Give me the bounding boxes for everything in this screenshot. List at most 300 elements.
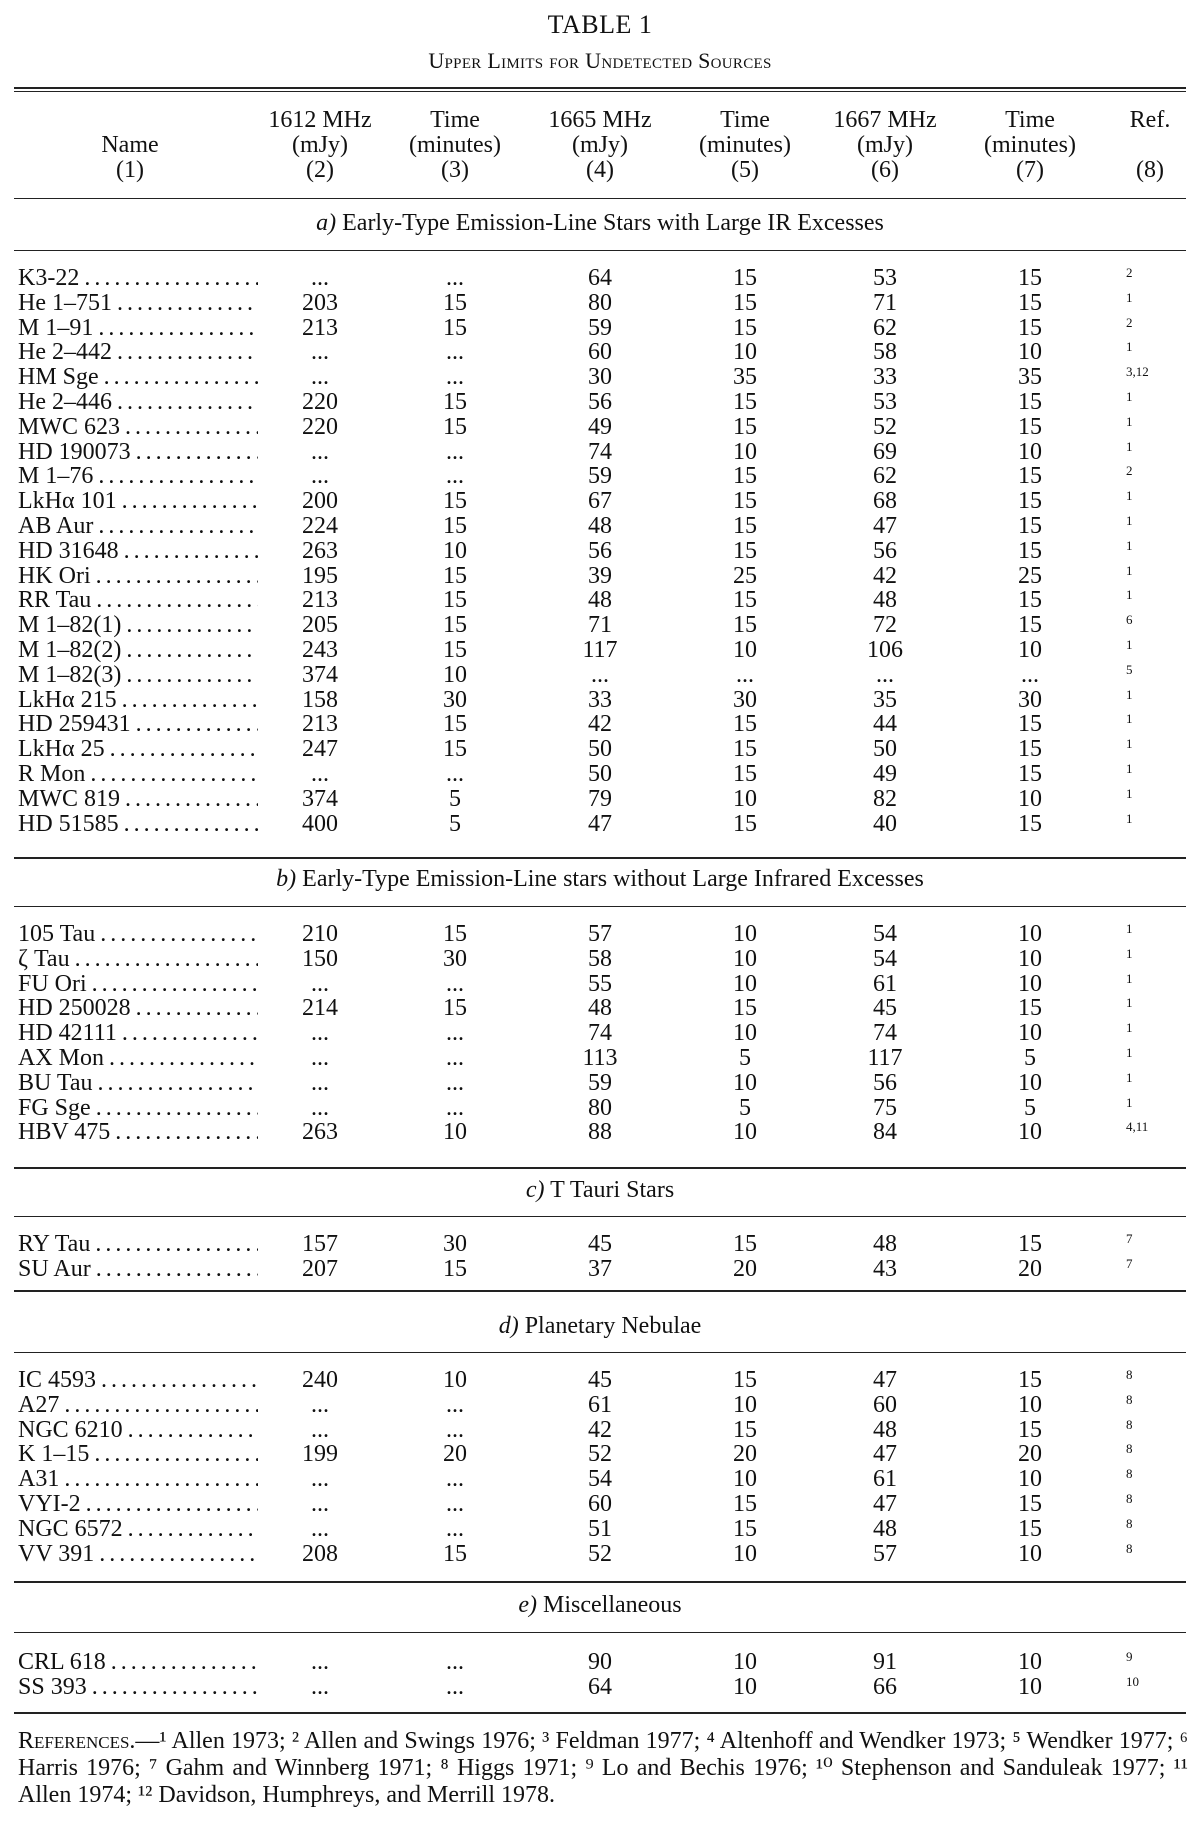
cell-col-4: 113 (582, 1045, 618, 1071)
cell-col-2: ... (311, 1466, 329, 1493)
source-name: He 2–442 . . . (18, 340, 258, 365)
cell-col-6: 33 (873, 364, 897, 391)
cell-col-4: 55 (588, 970, 612, 997)
cell-col-2: 208 (302, 1540, 338, 1567)
source-name: RR Tau . . . (18, 588, 258, 613)
cell-col-2: 203 (302, 289, 338, 316)
table-row (0, 1232, 1200, 1257)
reference-number: 2 (1126, 265, 1133, 280)
cell-col-3: 10 (443, 537, 467, 564)
cell-col-5: 15 (733, 488, 757, 515)
table-row (0, 464, 1200, 489)
cell-col-4: 49 (588, 413, 612, 440)
source-name: M 1–76 . . . (18, 464, 258, 489)
table-row (0, 340, 1200, 365)
reference-number: 8 (1126, 1466, 1133, 1482)
source-name: LkHα 215 . . . (18, 688, 258, 713)
cell-col-6: 106 (867, 637, 903, 663)
section-label: Planetary Nebulae (524, 1313, 702, 1339)
cell-col-3: ... (446, 1069, 464, 1096)
cell-col-5: 15 (733, 265, 757, 291)
section-label: Early-Type Emission-Line Stars with Large IR Excesses (342, 210, 884, 236)
cell-col-6: 74 (873, 1020, 897, 1047)
reference-number: 2 (1126, 314, 1133, 330)
table-row (0, 291, 1200, 316)
cell-col-7: 35 (1018, 364, 1042, 391)
cell-col-5: 10 (733, 945, 757, 972)
cell-col-6: 47 (873, 1367, 897, 1393)
cell-col-5: 5 (739, 1094, 751, 1121)
cell-col-2: 263 (302, 537, 338, 564)
cell-col-4: 51 (588, 1515, 612, 1542)
reference-number: 8 (1126, 1515, 1133, 1531)
cell-col-5: 20 (733, 1441, 757, 1468)
cell-col-5: 10 (733, 1119, 757, 1146)
cell-col-5: 10 (733, 1673, 757, 1700)
cell-col-7: 15 (1018, 761, 1042, 787)
source-name: K 1–15 . . . (18, 1442, 258, 1467)
cell-col-2: 214 (302, 995, 338, 1022)
cell-col-3: ... (446, 761, 464, 787)
cell-col-7: 15 (1018, 513, 1042, 539)
cell-col-7: 10 (1018, 339, 1042, 366)
cell-col-5: 10 (733, 1069, 757, 1096)
cell-col-3: 15 (443, 513, 467, 539)
cell-col-2: ... (311, 1491, 329, 1517)
table-row (0, 1393, 1200, 1418)
reference-number: 9 (1126, 1649, 1133, 1664)
cell-col-4: 58 (588, 945, 612, 972)
table-row (0, 688, 1200, 713)
cell-col-2: 374 (302, 785, 338, 812)
reference-number: 1 (1126, 1094, 1133, 1110)
source-name: M 1–82(2) . . . (18, 638, 258, 663)
section-letter: b) (276, 866, 297, 892)
source-name: RY Tau . . . (18, 1232, 258, 1257)
cell-col-3: 15 (443, 587, 467, 614)
cell-col-7: 15 (1018, 389, 1042, 415)
cell-col-6: 62 (873, 463, 897, 490)
section-title (0, 866, 1200, 893)
cell-col-4: 45 (588, 1367, 612, 1393)
cell-col-6: 54 (873, 921, 897, 947)
reference-number: 8 (1126, 1391, 1133, 1407)
cell-col-3: 15 (443, 488, 467, 515)
cell-col-2: ... (311, 1045, 329, 1071)
cell-col-2: 158 (302, 686, 338, 713)
cell-col-6: 117 (867, 1045, 903, 1071)
cell-col-5: 15 (733, 736, 757, 763)
cell-col-3: 15 (443, 314, 467, 341)
cell-col-4: 52 (588, 1540, 612, 1567)
reference-number: 1 (1126, 1045, 1133, 1060)
reference-number: 1 (1126, 945, 1133, 961)
cell-col-4: 117 (582, 637, 618, 663)
table-row (0, 415, 1200, 440)
cell-col-2: ... (311, 1020, 329, 1047)
cell-col-4: 74 (588, 438, 612, 465)
section-label: Early-Type Emission-Line stars without Large Infrared Excesses (302, 866, 924, 892)
cell-col-6: 40 (873, 810, 897, 837)
section-title (0, 1177, 1200, 1204)
reference-number: 1 (1126, 970, 1133, 986)
source-name: HD 190073 . . . (18, 440, 258, 465)
section-label: Miscellaneous (543, 1592, 682, 1618)
cell-col-4: 57 (588, 921, 612, 947)
cell-col-6: 43 (873, 1255, 897, 1282)
cell-col-3: 15 (443, 995, 467, 1022)
source-name: A27 . . . (18, 1393, 258, 1418)
cell-col-4: 56 (588, 537, 612, 564)
section-letter: d) (498, 1313, 519, 1339)
cell-col-4: 60 (588, 1491, 612, 1517)
cell-col-5: 20 (733, 1255, 757, 1282)
table-row (0, 1120, 1200, 1145)
source-name: HBV 475 . . . (18, 1120, 258, 1145)
cell-col-4: 67 (588, 488, 612, 515)
table-row (0, 365, 1200, 390)
table-row (0, 588, 1200, 613)
cell-col-4: 48 (588, 995, 612, 1022)
cell-col-6: 72 (873, 612, 897, 639)
cell-col-4: 64 (588, 265, 612, 291)
cell-col-5: 15 (733, 413, 757, 440)
cell-col-6: 42 (873, 562, 897, 589)
cell-col-6: 61 (873, 1466, 897, 1493)
source-name: 105 Tau . . . (18, 922, 258, 947)
cell-col-5: 15 (733, 1367, 757, 1393)
cell-col-5: 15 (733, 711, 757, 738)
table-row (0, 638, 1200, 663)
cell-col-5: ... (736, 661, 754, 688)
cell-col-6: 82 (873, 785, 897, 812)
cell-col-3: 15 (443, 736, 467, 763)
section-end-rule (14, 1167, 1186, 1169)
cell-col-7: 30 (1018, 686, 1042, 713)
cell-col-3: 30 (443, 945, 467, 972)
header-name: Name (1) (101, 132, 159, 183)
cell-col-2: ... (311, 463, 329, 490)
cell-col-3: ... (446, 1416, 464, 1443)
cell-col-2: 199 (302, 1441, 338, 1468)
source-name: VYI-2 . . . (18, 1492, 258, 1517)
section-title (0, 1592, 1200, 1619)
cell-col-2: 150 (302, 945, 338, 972)
cell-col-6: 47 (873, 513, 897, 539)
cell-col-5: 10 (733, 637, 757, 663)
references-text: ¹ Allen 1973; ² Allen and Swings 1976; ³ Feldman 1977; ⁴ Altenhoff and Wendker 1973; ⁵ Wendker 1977; ⁶ Harris 1976; ⁷ Gahm and Winnberg 1971; ⁸ Higgs 1971; ⁹ Lo and Bechis 1976; ¹⁰ Stephenson and Sanduleak 1977; ¹¹ Allen 1974; ¹² Davidson, Humphreys, and Merrill 1978. (18, 1728, 1188, 1808)
cell-col-5: 25 (733, 562, 757, 589)
table-row (0, 762, 1200, 787)
table-row (0, 663, 1200, 688)
cell-col-5: 15 (733, 612, 757, 639)
cell-col-2: 263 (302, 1119, 338, 1146)
cell-col-5: 15 (733, 1491, 757, 1517)
header-1612: 1612 MHz (mJy) (2) (268, 107, 372, 183)
cell-col-3: ... (446, 339, 464, 366)
source-name: LkHα 25 . . . (18, 737, 258, 762)
source-name: He 2–446 . . . (18, 390, 258, 415)
cell-col-6: 91 (873, 1649, 897, 1675)
reference-number: 1 (1126, 1020, 1133, 1036)
reference-number: 8 (1126, 1416, 1133, 1432)
reference-number: 1 (1126, 995, 1133, 1011)
cell-col-7: 15 (1018, 289, 1042, 316)
cell-col-5: 15 (733, 389, 757, 415)
cell-col-5: 15 (733, 761, 757, 787)
cell-col-5: 15 (733, 587, 757, 614)
source-name: M 1–82(1) . . . (18, 613, 258, 638)
source-name: VV 391 . . . (18, 1542, 258, 1567)
table-row (0, 947, 1200, 972)
cell-col-2: ... (311, 1391, 329, 1418)
cell-col-4: 48 (588, 587, 612, 614)
table-row (0, 539, 1200, 564)
cell-col-6: 66 (873, 1673, 897, 1700)
cell-col-3: 15 (443, 289, 467, 316)
cell-col-2: ... (311, 364, 329, 391)
cell-col-3: ... (446, 1045, 464, 1071)
cell-col-5: 15 (733, 513, 757, 539)
cell-col-4: 59 (588, 314, 612, 341)
cell-col-7: 10 (1018, 1069, 1042, 1096)
cell-col-3: ... (446, 1466, 464, 1493)
cell-col-5: 15 (733, 995, 757, 1022)
section-end-rule (14, 1581, 1186, 1583)
cell-col-7: 10 (1018, 1466, 1042, 1493)
cell-col-3: ... (446, 1515, 464, 1542)
cell-col-4: 50 (588, 736, 612, 763)
section-title (0, 210, 1200, 237)
cell-col-5: 15 (733, 1416, 757, 1443)
source-name: FG Sge . . . (18, 1096, 258, 1121)
table-row (0, 1650, 1200, 1675)
cell-col-7: 25 (1018, 562, 1042, 589)
cell-col-7: 15 (1018, 612, 1042, 639)
table-row (0, 1046, 1200, 1071)
cell-col-6: 53 (873, 389, 897, 415)
source-name: HK Ori . . . (18, 564, 258, 589)
source-name: SU Aur . . . (18, 1257, 258, 1282)
cell-col-7: 15 (1018, 1231, 1042, 1257)
source-name: HD 51585 . . . (18, 812, 258, 837)
table-row (0, 922, 1200, 947)
section-letter: a) (316, 210, 337, 236)
cell-col-2: 205 (302, 612, 338, 639)
cell-col-7: 15 (1018, 1416, 1042, 1443)
cell-col-3: 5 (449, 810, 461, 837)
cell-col-4: 59 (588, 1069, 612, 1096)
cell-col-6: 48 (873, 587, 897, 614)
cell-col-6: 48 (873, 1515, 897, 1542)
cell-col-2: 213 (302, 314, 338, 341)
table-subtitle: Upper Limits for Undetected Sources (428, 48, 772, 73)
header-ref: Ref. (8) (1129, 107, 1171, 183)
reference-number: 1 (1126, 810, 1133, 826)
cell-col-5: 15 (733, 289, 757, 316)
cell-col-7: 15 (1018, 463, 1042, 490)
cell-col-2: 213 (302, 711, 338, 738)
reference-number: 8 (1126, 1540, 1133, 1556)
cell-col-4: 45 (588, 1231, 612, 1257)
cell-col-2: 374 (302, 661, 338, 688)
cell-col-6: 84 (873, 1119, 897, 1146)
source-name: CRL 618 . . . (18, 1650, 258, 1675)
cell-col-7: 10 (1018, 1391, 1042, 1418)
cell-col-3: 15 (443, 637, 467, 663)
cell-col-6: 54 (873, 945, 897, 972)
table-row (0, 1542, 1200, 1567)
table-row (0, 737, 1200, 762)
cell-col-3: ... (446, 1491, 464, 1517)
source-name: HD 259431 . . . (18, 712, 258, 737)
cell-col-4: 30 (588, 364, 612, 391)
reference-number: 1 (1126, 637, 1133, 652)
source-name: MWC 819 . . . (18, 787, 258, 812)
cell-col-2: ... (311, 1094, 329, 1121)
cell-col-4: 50 (588, 761, 612, 787)
cell-col-6: 49 (873, 761, 897, 787)
reference-number: 1 (1126, 488, 1133, 504)
cell-col-5: 10 (733, 970, 757, 997)
cell-col-2: ... (311, 1649, 329, 1675)
cell-col-3: ... (446, 438, 464, 465)
cell-col-6: 56 (873, 537, 897, 564)
cell-col-3: 30 (443, 686, 467, 713)
table-row (0, 390, 1200, 415)
table-row (0, 972, 1200, 997)
cell-col-2: 243 (302, 637, 338, 663)
source-name: M 1–91 . . . (18, 316, 258, 341)
cell-col-6: 47 (873, 1491, 897, 1517)
cell-col-7: 15 (1018, 488, 1042, 515)
section-rule (14, 1352, 1186, 1353)
cell-col-4: 39 (588, 562, 612, 589)
source-name: BU Tau . . . (18, 1071, 258, 1096)
reference-number: 1 (1126, 736, 1133, 752)
source-name: HM Sge . . . (18, 365, 258, 390)
cell-col-4: 47 (588, 810, 612, 837)
cell-col-7: 20 (1018, 1441, 1042, 1468)
reference-number: 1 (1126, 537, 1133, 553)
header-1667: 1667 MHz (mJy) (6) (833, 107, 937, 183)
cell-col-4: 54 (588, 1466, 612, 1493)
reference-number: 4,11 (1126, 1119, 1149, 1135)
cell-col-6: 53 (873, 265, 897, 291)
cell-col-4: 33 (588, 686, 612, 713)
cell-col-4: 56 (588, 389, 612, 415)
source-name: SS 393 . . . (18, 1675, 258, 1700)
table-row (0, 1442, 1200, 1467)
reference-number: 7 (1126, 1255, 1133, 1271)
reference-number: 1 (1126, 686, 1133, 702)
source-name: R Mon . . . (18, 762, 258, 787)
cell-col-2: ... (311, 339, 329, 366)
cell-col-7: 10 (1018, 1673, 1042, 1700)
reference-number: 1 (1126, 587, 1133, 603)
cell-col-3: 15 (443, 711, 467, 738)
table-row (0, 1021, 1200, 1046)
source-name: M 1–82(3) . . . (18, 663, 258, 688)
cell-col-6: 61 (873, 970, 897, 997)
cell-col-5: 10 (733, 785, 757, 812)
source-name: LkHα 101 . . . (18, 489, 258, 514)
cell-col-2: 157 (302, 1231, 338, 1257)
cell-col-3: ... (446, 1649, 464, 1675)
cell-col-7: 15 (1018, 1515, 1042, 1542)
cell-col-2: 220 (302, 413, 338, 440)
table-title: TABLE 1 (547, 10, 653, 39)
cell-col-2: 200 (302, 488, 338, 515)
cell-col-7: 10 (1018, 1119, 1042, 1146)
source-name: A31 . . . (18, 1467, 258, 1492)
reference-number: 1 (1126, 562, 1133, 578)
cell-col-7: 15 (1018, 265, 1042, 291)
table-row (0, 996, 1200, 1021)
source-name: HD 42111 . . . (18, 1021, 258, 1046)
cell-col-2: 240 (302, 1367, 338, 1393)
table-row (0, 1096, 1200, 1121)
reference-number: 1 (1126, 711, 1133, 727)
references-lead: References.— (18, 1728, 160, 1754)
cell-col-2: ... (311, 265, 329, 291)
cell-col-7: ... (1021, 661, 1039, 688)
cell-col-4: 37 (588, 1255, 612, 1282)
reference-number: 2 (1126, 463, 1133, 479)
cell-col-2: ... (311, 761, 329, 787)
cell-col-5: 10 (733, 921, 757, 947)
cell-col-3: 15 (443, 921, 467, 947)
cell-col-5: 35 (733, 364, 757, 391)
table-row (0, 1492, 1200, 1517)
cell-col-5: 10 (733, 1540, 757, 1567)
cell-col-3: ... (446, 463, 464, 490)
cell-col-3: 15 (443, 1255, 467, 1282)
table-row (0, 613, 1200, 638)
reference-number: 1 (1126, 389, 1133, 404)
section-end-rule (14, 1712, 1186, 1714)
cell-col-7: 15 (1018, 413, 1042, 440)
cell-col-3: ... (446, 265, 464, 291)
source-name: NGC 6210 . . . (18, 1418, 258, 1443)
cell-col-3: 15 (443, 612, 467, 639)
reference-number: 1 (1126, 785, 1133, 801)
cell-col-7: 15 (1018, 995, 1042, 1022)
cell-col-7: 15 (1018, 1491, 1042, 1517)
source-name: K3-22 . . . (18, 266, 258, 291)
cell-col-6: 44 (873, 711, 897, 738)
section-title (0, 1313, 1200, 1340)
cell-col-6: 62 (873, 314, 897, 341)
reference-number: 5 (1126, 661, 1133, 677)
cell-col-3: ... (446, 1673, 464, 1700)
cell-col-4: 42 (588, 711, 612, 738)
source-name: AX Mon . . . (18, 1046, 258, 1071)
source-name: ζ Tau . . . (18, 947, 258, 972)
top-rule-inner (14, 91, 1186, 92)
cell-col-2: ... (311, 1416, 329, 1443)
cell-col-4: 90 (588, 1649, 612, 1675)
reference-number: 1 (1126, 921, 1133, 936)
cell-col-6: 52 (873, 413, 897, 440)
table-row (0, 1257, 1200, 1282)
header-time-3: Time (minutes) (3) (409, 107, 501, 183)
cell-col-4: 48 (588, 513, 612, 539)
cell-col-2: 195 (302, 562, 338, 589)
section-rule (14, 906, 1186, 907)
cell-col-2: ... (311, 1515, 329, 1542)
cell-col-6: 48 (873, 1416, 897, 1443)
